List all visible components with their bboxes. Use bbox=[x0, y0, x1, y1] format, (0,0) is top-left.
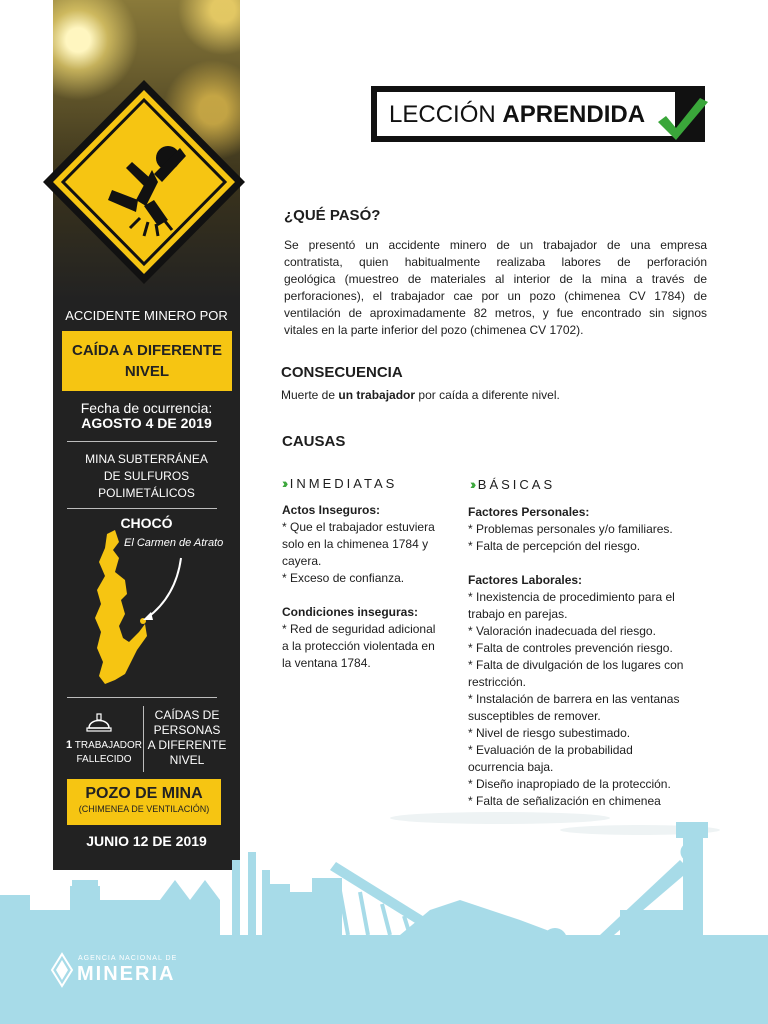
list-item: * Inexistencia de procedimiento para el bbox=[468, 590, 675, 604]
list-item: * Evaluación de la probabilidad bbox=[468, 743, 633, 757]
list-item: restricción. bbox=[468, 675, 527, 689]
date-value: AGOSTO 4 DE 2019 bbox=[81, 415, 212, 431]
list-item: * Falta de divulgación de los lugares con bbox=[468, 658, 684, 672]
unsafe-conditions-title: Condiciones inseguras: bbox=[282, 605, 419, 619]
helmet-icon bbox=[86, 710, 112, 734]
immediate-column bbox=[282, 502, 452, 672]
mine-type bbox=[53, 451, 240, 502]
map-choco-icon bbox=[85, 528, 195, 688]
workers-count: 1 bbox=[66, 739, 73, 751]
fall-warning-sign-icon bbox=[40, 78, 248, 288]
list-item: * Instalación de barrera en las ventanas bbox=[468, 692, 680, 706]
causes-heading: CAUSAS bbox=[282, 433, 346, 450]
lesson-emphasis: APRENDIDA bbox=[502, 101, 646, 128]
industrial-skyline bbox=[0, 800, 768, 1024]
list-item: * Red de seguridad adicional bbox=[282, 622, 436, 636]
list-item: * Que el trabajador estuviera bbox=[282, 520, 435, 534]
list-item: * Nivel de riesgo subestimado. bbox=[468, 726, 631, 740]
what-happened-text bbox=[284, 237, 707, 339]
list-item: * Valoración inadecuada del riesgo. bbox=[468, 624, 656, 638]
list-item: * Falta de señalización en chimenea bbox=[468, 794, 661, 808]
lesson-prefix: LECCIÓN bbox=[389, 101, 496, 128]
chevron-double-right-icon: ›› bbox=[470, 476, 474, 492]
workers-label2: FALLECIDO bbox=[76, 754, 132, 765]
consequence-before: Muerte de bbox=[281, 388, 339, 402]
category-info bbox=[144, 708, 230, 768]
department-label: CHOCÓ bbox=[120, 515, 173, 531]
list-item: * Falta de percepción del riesgo. bbox=[468, 539, 641, 553]
date-label: Fecha de ocurrencia: bbox=[80, 400, 213, 416]
category-line2: PERSONAS bbox=[153, 723, 221, 737]
agency-line1: AGENCIA NACIONAL DE bbox=[78, 955, 178, 962]
category-line4: NIVEL bbox=[169, 753, 205, 767]
location-sub: (CHIMENEA DE VENTILACIÓN) bbox=[78, 804, 210, 814]
workers-info bbox=[66, 738, 142, 767]
mine-type-line2: DE SULFUROS bbox=[103, 469, 190, 483]
location-title: POZO DE MINA bbox=[85, 785, 203, 802]
basic-subheading bbox=[470, 476, 555, 494]
mine-type-line3: POLIMETÁLICOS bbox=[98, 486, 195, 500]
agency-line2: MINERIA bbox=[77, 963, 176, 985]
list-item: * Problemas personales y/o familiares. bbox=[468, 522, 673, 536]
personal-factors-title: Factores Personales: bbox=[468, 505, 590, 519]
divider bbox=[67, 441, 217, 442]
text-line: Se presentó un accidente minero de un trabajador de una empresa bbox=[284, 238, 707, 252]
list-item: * Diseño inapropiado de la protección. bbox=[468, 777, 671, 791]
list-item: a la protección violentada en bbox=[282, 639, 435, 653]
consequence-after: por caída a diferente nivel. bbox=[415, 388, 560, 402]
consequence-heading: CONSECUENCIA bbox=[281, 364, 403, 381]
basic-title: BÁSICAS bbox=[477, 477, 556, 492]
divider bbox=[67, 697, 217, 698]
checkmark-icon bbox=[654, 96, 710, 148]
list-item: la ventana 1784. bbox=[282, 656, 371, 670]
list-item: susceptibles de remover. bbox=[468, 709, 601, 723]
list-item: solo en la chimenea 1784 y bbox=[282, 537, 429, 551]
lesson-title bbox=[377, 92, 679, 136]
immediate-subheading bbox=[282, 475, 397, 493]
consequence-bold: un trabajador bbox=[338, 388, 416, 402]
text-line: geológica (muestreo de materiales al interior de la mina a través de bbox=[284, 272, 707, 286]
divider bbox=[67, 508, 217, 509]
list-item: * Exceso de confianza. bbox=[282, 571, 405, 585]
accident-type-box bbox=[62, 331, 232, 391]
list-item: * Falta de controles prevención riesgo. bbox=[468, 641, 673, 655]
list-item: cayera. bbox=[282, 554, 322, 568]
chevron-double-right-icon: ›› bbox=[282, 475, 286, 491]
sidebar-intro: ACCIDENTE MINERO POR bbox=[65, 308, 228, 323]
what-happened-heading: ¿QUÉ PASÓ? bbox=[284, 207, 381, 224]
category-line3: A DIFERENTE bbox=[147, 738, 227, 752]
basic-column bbox=[468, 504, 708, 827]
unsafe-acts-title: Actos Inseguros: bbox=[282, 503, 381, 517]
accident-type-line2: NIVEL bbox=[124, 363, 170, 380]
mine-type-line1: MINA SUBTERRÁNEA bbox=[85, 452, 208, 466]
agency-logo-icon bbox=[50, 952, 74, 988]
list-item: ocurrencia baja. bbox=[468, 760, 554, 774]
publish-date: JUNIO 12 DE 2019 bbox=[86, 833, 207, 849]
municipality-label: El Carmen de Atrato bbox=[124, 537, 224, 549]
text-line: vitales en la parte inferior del pozo (chimenea CV 1702). bbox=[284, 323, 584, 337]
accident-type-line1: CAÍDA A DIFERENTE bbox=[72, 342, 222, 359]
consequence-text bbox=[281, 387, 560, 404]
text-line: ventilación de aproximadamente 82 metros, y fue encontrado sin signos bbox=[284, 306, 707, 320]
category-line1: CAÍDAS DE bbox=[154, 708, 220, 722]
text-line: contratista, quien habitualmente realizaba labores de perforación bbox=[284, 255, 707, 269]
immediate-title: INMEDIATAS bbox=[289, 476, 398, 491]
list-item: trabajo en parejas. bbox=[468, 607, 568, 621]
workers-label1: TRABAJADOR bbox=[74, 740, 142, 751]
work-factors-title: Factores Laborales: bbox=[468, 573, 583, 587]
text-line: perforaciones), el trabajador cae por un pozo (chimenea CV 1784) de bbox=[284, 289, 707, 303]
